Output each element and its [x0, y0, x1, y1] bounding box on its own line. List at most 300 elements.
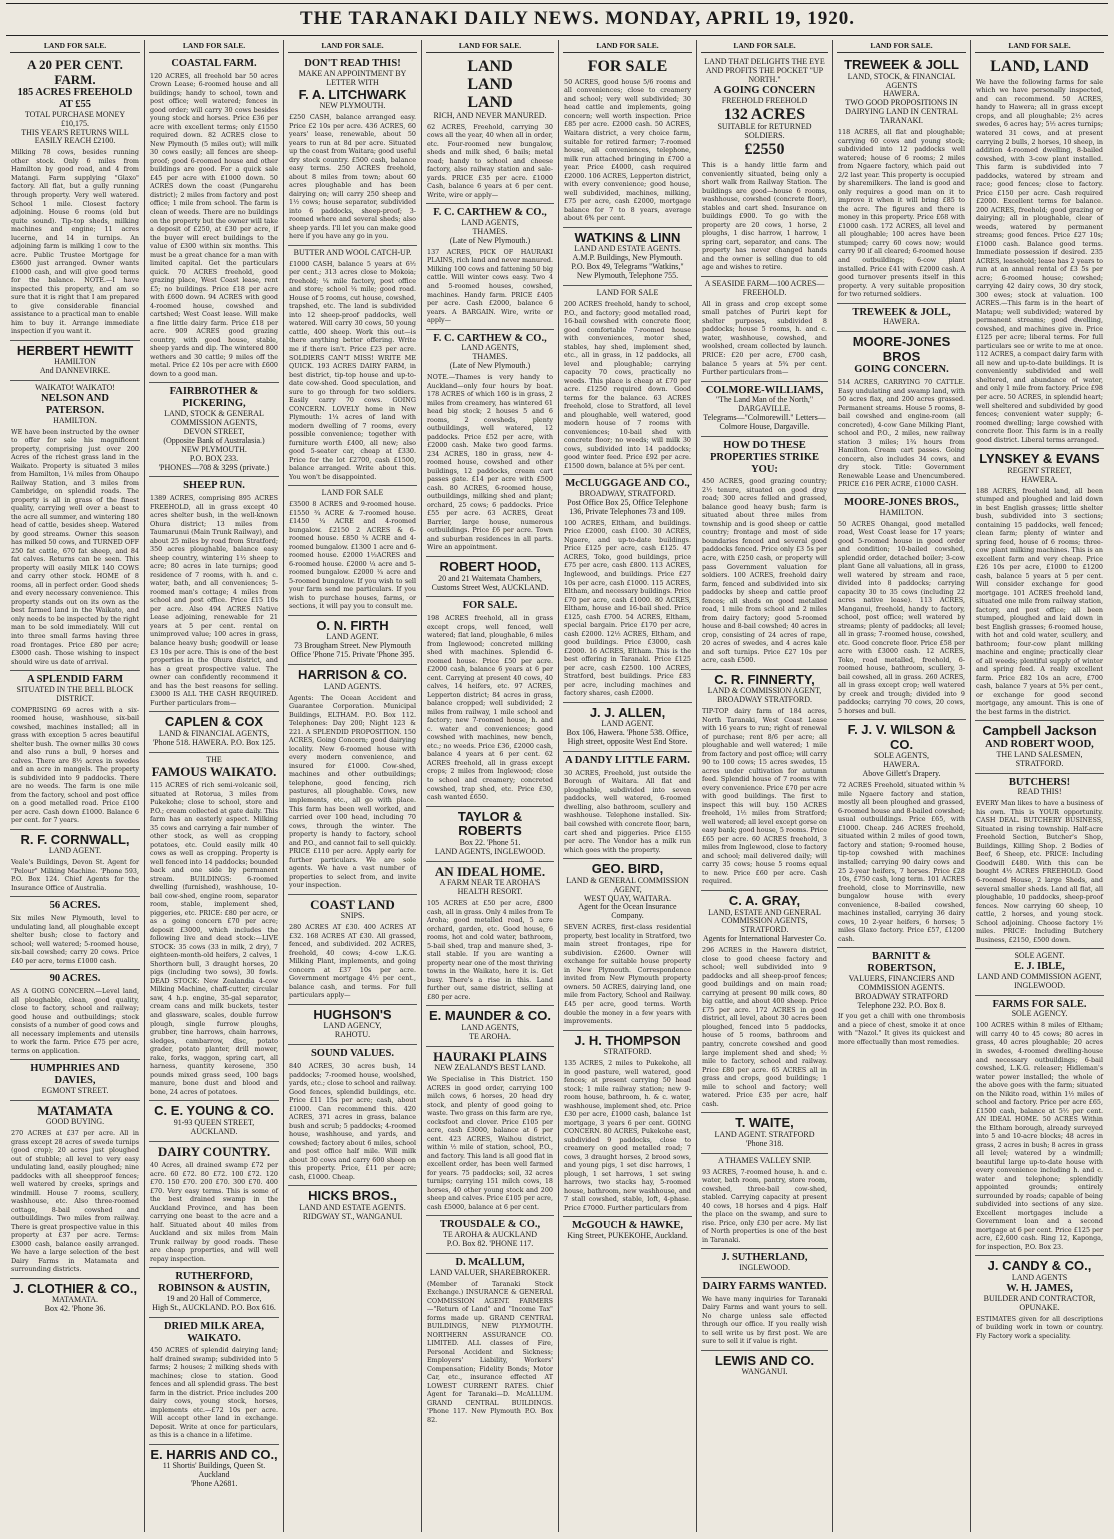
ad-headline: DRIED MILK AREA, WAIKATO.	[163, 1320, 265, 1344]
ad-headline: FAIRBROTHER & PICKERING,	[169, 386, 259, 410]
ad-subheading: HAWERA.	[1021, 474, 1058, 484]
advertisement	[563, 1031, 692, 1218]
ad-headline: BARNITT & ROBERTSON,	[867, 951, 936, 974]
ad-subheading: FREEHOLD FREEHOLD	[721, 95, 808, 105]
ad-body-text: 200 ACRES freehold, handy to school, P.O., and factory; good metalled road, 16-bail cowshed with concrete floor, good comfortable 7-roomed house with conveniences, motor shed, stables, hay shed, implement shed, etc., all in grass, in 12 paddocks, all level and ploughable; carrying capacity 70 cows, practically no weeds. This place is cheap at £70 per acre. £1250 required down. Good terms for the balance. 63 ACRES freehold, close to Stratford, all level and ploughable, well watered, good modern house of 7 rooms with conveniences; 10-bail shed with concrete floor; no weeds; will milk 30 cows, subdivided into 14 paddocks; good winter feed. Price £92 per acre. £1500 down, balance at 5¾ per cent.	[564, 299, 691, 470]
ad-body-text: 62 ACRES, Freehold, carrying 30 cows all the year, 40 when all in order, etc. Four-roomed new bungalow, sheds and milk shed, 6 bails; metal road; handy to school and cheese factory, also railway station and sale-yards. PRICE £35 per acre. £1000 Cash, balance 6 years at 6 per cent. Write, wire or apply—	[427, 122, 553, 199]
advertisement	[10, 671, 140, 830]
ad-subheading: INGLEWOOD.	[739, 1262, 790, 1272]
advertisement	[288, 1045, 417, 1186]
advertisement	[288, 246, 417, 486]
ad-headline: TROUSDALE & CO.,	[439, 1219, 541, 1231]
ad-body-text: SEVEN ACRES, first-class residential property, best locality in Stratford, two main street frontages, ripe for subdivision. £2600. Owner will exchange for suitable house property in New Plymouth. Correspondence invited from New Plymouth property owners. 50 ACRES, dairying land, one mile from Factory, School and Railway. £45 per acre, good terms. Worth double the money in a few years with improvements.	[564, 923, 691, 1026]
ad-headline: HOW DO THESE PROPERTIES STRIKE YOU:	[709, 440, 820, 475]
advertisement	[426, 1047, 554, 1217]
ad-subheading: LAND AGENTS	[1011, 1272, 1068, 1282]
advertisement	[10, 1060, 140, 1100]
ad-subheading: Box 106, Hawera. 'Phone 538. Office, High street, opposite West End Store.	[566, 728, 689, 747]
ad-headline: COASTAL FARM.	[171, 58, 257, 69]
ad-body-text: We have the following farms for sale which we have personally inspected, and can recommend. 50 ACRES, handy to Hawera; all in grass except crops, and all ploughable; 2½ acres swedes, 6 acres hay; 5½ acres turnips; watered 31 cows, and at present carrying 2 bulls, 2 horses, 10 sheep, in addition 4-roomed dwelling, 8-bailed cowshed, with 3-cow plant installed. This farm is subdivided into 7 paddocks, watered by stream and race; good fences; close to factory. Price £150 per acre. Cash required £2000. Excellent terms for balance. 200 ACRES, freehold; good grazing or dairying; all in ploughable, clear of weeds, watered by permanent streams; good fences. Price £27 10s; £1000 cash. Balance good terms. Immediate possession if desired. 235 ACRES, leasehold; lease has 2 years to run at an annual rental of £3 5s per acre; 6-roomed house; cowshed; carrying 42 dairy cows, 30 dry stock, 300 ewes; stock at valuation. 100 ACRES.—This farm is in the heart of Matapu; well subdivided; watered by permanent streams; good dwelling, cowshed, and machines give in. Price £125 per acre; liberal terms. For full particulars see or write to me at once. 112 ACRES, a compact dairy farm with all new and up-to-date buildings. It is conveniently subdivided and well sheltered, and abundance of water, and only 1 mile from factory. Price £98 per acre. 50 ACRES, in splendid heart; well sheltered and subdivided by good fences; convenient water supply; 6-roomed dwelling; large cowshed with concrete floor. This farm is in a really good district. Liberal terms arranged.	[976, 77, 1103, 444]
ad-subheading: SNIPS.	[340, 911, 365, 921]
ad-subheading: GOING CONCERN.	[854, 364, 949, 376]
ad-subheading: HAWERA.	[883, 317, 920, 327]
advertisement	[426, 1254, 554, 1428]
ad-subheading: MAKE AN APPOINTMENT BY LETTER WITH	[298, 68, 407, 87]
ad-headline: LYNSKEY & EVANS	[979, 451, 1100, 467]
ad-subheading: Box 42. 'Phone 36.	[44, 1304, 106, 1314]
ad-subheading: Agent for the Ocean Insurance Company.	[578, 902, 677, 921]
ad-headline: LAND FOR SALE	[321, 488, 384, 498]
advertisement	[701, 1278, 828, 1351]
ad-subheading: (Opposite Bank of Australasia.)	[163, 435, 265, 445]
ad-body-text: 296 ACRES in the Hawera district, close to good cheese factory and school; well subdivided into 9 paddocks and all sheep-proof fences; good buildings and on main road; carrying at present 90 milk cows, 80 big cattle, and about 400 sheep. Price £75 per acre. 172 ACRES in good district, all level, about 30 acres been ploughed, fenced into 5 paddocks, house of 5 rooms, bathroom and pantry, concrete cowshed and good large implement shed and shed; ½ mile to factory, school and railway. Price £80 per acre. 65 ACRES all in grass and crops, good buildings; 1 mile to school and factory; well watered. Price £35 per acre, half cash.	[702, 946, 827, 1108]
ad-body-text: 100 ACRES within 8 miles of Eltham; will carry 40 to 45 cows; 80 acres in grass, 40 acres ploughable; 20 acres in swedes, 4-roomed dwelling-house and necessary outbuildings; 6-bail cowshed, L.K.G. releaser; Hidleman's water power installed; the whole of the above goes with the farm; situated on the Nikito road, within 1½ miles of school and factory. Price per acre £65, £1500 cash, balance at 5½ per cent. AN IDEAL HOME. 50 ACRES Within the Eltham borough, already surveyed into 5 and 10-acre blocks; 48 acres in grass, 2 acres in bush; 8 acres in grass all level; watered by a windmill; beautiful large up-to-date house with every convenience including h. and c. water and telephone; splendidly appointed grounds; entirely surrounded by roads; capable of being subdivided into sections of any size. Excellent mortgages include a Government loan and a second mortgage at 6 per cent. Price £125 per acre, £2,600 cash. Ring 12, Kaponga, for inspection, P.O. Box 23.	[976, 1021, 1103, 1251]
advertisement	[426, 204, 554, 329]
ad-headline: T. WAITE,	[735, 1115, 794, 1131]
ad-body-text: AS A GOING CONCERN.—Level land, all ploughable, clean, good quality, close to factory, school and railway; good house and outbuildings; stock consists of a number of good cows and all necessary implements and utensils to work the farm. Price £75 per acre, terms on application.	[11, 987, 139, 1055]
ad-subheading: DARGAVILLE.	[738, 404, 791, 414]
ad-subheading: Post Office Box 25, Office Telephone 136, Private Telephones 73 and 109.	[567, 498, 688, 516]
ad-headline: TAYLOR & ROBERTS	[457, 808, 523, 839]
ad-headline: A SPLENDID FARM	[26, 674, 124, 686]
ad-body-text: 100 ACRES, Eltham, and buildings. Price £2000, cash £100. 30 ACRES, Ngaere, and up-to-date buildings. Price £125 per acre, cash £125. 47 ACRES, Toko, good buildings, price £75 per acre, cash £800. 113 ACRES, Inglewood, and buildings. Price £27 10s per acre, cash £1000. 115 ACRES, Eltham, and necessary buildings. Price £70 per acre, cash £1000. 80 ACRES, Eltham, house and 16-bail shed. Price £125, cash £700. 54 ACRES, Eltham, special bargain. Price £170 per acre, cash £2000. 12½ ACRES, Eltham, and good buildings. Price £3000, cash £2000. 16 ACRES, Eltham. This is the best offering in Taranaki. Price £125 per acre, cash £2500. 100 ACRES, Stratford, best buildings. Price £83 per acre, including machines and factory shares, cash £2000.	[564, 518, 691, 698]
ad-headline: SOUND VALUES.	[310, 1048, 395, 1060]
ad-subheading: HAWERA.	[883, 89, 920, 99]
ad-subheading: WEST QUAY, WAITARA.	[583, 893, 672, 903]
ad-headline: DON'T READ THIS!	[304, 58, 401, 69]
ad-headline: TREWEEK & JOLL	[844, 57, 959, 72]
advertisement	[701, 1249, 828, 1278]
ad-subheading: LAND AGENTS,	[461, 218, 519, 228]
advertisement	[701, 55, 828, 277]
advertisement	[149, 1445, 279, 1493]
ad-headline: HUGHSON'S	[313, 1006, 392, 1022]
ad-headline: Campbell Jackson	[982, 723, 1097, 739]
ad-subheading: F. A. LITCHWARK	[298, 86, 407, 102]
ad-headline: MOORE-JONES BROS.,	[844, 496, 959, 508]
advertisement	[563, 859, 692, 1031]
ad-subheading: SUITABLE for RETURNED SOLDIERS.	[717, 122, 812, 141]
advertisement	[10, 341, 140, 381]
column-heading: LAND FOR SALE.	[563, 41, 692, 53]
column-5	[558, 40, 696, 1532]
ad-body-text: 137 ACRES, PICK OF HAURAKI PLAINS, rich land and never manured. Milking 100 cows and fattening 50 big cattle. Will winter cows easy. Two 4 and 5-roomed houses, cowshed, machines. Handy farm. PRICE £405 per acre. Cash £2000, balance 6 years. A BARGAIN. Wire, write or apply—	[427, 247, 553, 325]
ad-body-text: 50 ACRES, good house 5/6 rooms and all conveniences; close to creamery and school; very well subdivided; 30 head cattle and implements, going concern; well worth inspection. Price £85 per acre. £2000 cash. 50 ACRES, Waitara district, a very choice farm, suitable for retired farmer; 7-roomed house, all conveniences, telephone, milk run attached bringing in £700 a year. Price £4000, cash required £2000. 106 ACRES, Lepperton district, with every convenience; good house, well subdivided, machines, milking, £75 per acre, cash £2000, mortgage balance for 7 to 8 years, average about 6% per cent.	[564, 77, 691, 223]
advertisement	[837, 494, 966, 721]
column-heading: LAND FOR SALE.	[10, 41, 140, 53]
ad-subheading: LAND AND ESTATE AGENTS.	[299, 1202, 406, 1212]
ad-subheading: LAND AGENTS,	[461, 343, 519, 353]
ad-subheading: P.O. BOX 233.	[189, 453, 239, 463]
ad-headline: SOLE AGENT.	[1014, 951, 1065, 961]
ad-subheading: A FARM NEAR TE AROHA'S HEALTH RESORT.	[439, 878, 541, 897]
advertisement	[149, 55, 279, 383]
advertisement	[837, 948, 966, 1050]
advertisement	[149, 383, 279, 477]
ad-subheading: SOLE AGENCY.	[1011, 1009, 1068, 1019]
ad-body-text: 93 ACRES, 7-roomed house, h. and c. water, bath room, pantry, store room, cowshed, three-bail cow-shed, stabled. Carrying capacity at present 40 cows, 18 horses and 4 pigs. Half the place on the swamp, and sure to rise. Price, only £30 per acre. My list of North properties is one of the best in Taranaki.	[702, 1167, 827, 1244]
ad-body-text: 30 ACRES, Freehold, just outside the Borough of Waitara. All flat and ploughable, subdivided into seven paddocks, well watered, 6-roomed dwelling, also bathroom, scullery and washhouse. Telephone installed. Six-bail cowshed with concrete floor, barn, cart shed and piggeries. Price £155 per acre. The Vendor has a milk run which goes with the property.	[564, 768, 691, 854]
ad-headline: J. J. ALLEN,	[589, 704, 666, 720]
advertisement	[426, 807, 554, 862]
ad-body-text: Six miles New Plymouth, level to undulating land, all ploughable except shelter bush; close to factory and school; well watered; 5-roomed house, six-bail cowshed; carry 20 cows. Price £40 per acre, terms £1000 cash.	[11, 914, 139, 965]
ad-headline: HICKS BROS.,	[308, 1188, 397, 1204]
ad-subheading: 73 Brougham Street. New Plymouth Office 'Phone 715. Private 'Phone 395.	[290, 641, 415, 660]
ad-headline: 90 ACRES.	[49, 973, 101, 985]
advertisement	[288, 1186, 417, 1225]
ad-body-text: NOTE.—Thames is very handy to Auckland—only four hours by boat. 178 ACRES of which 160 is in grass, 2 miles from creamery, has wintered 61 head big stock; 2 houses 5 and 6 rooms, 2 cowsheds, plenty outbuildings, well watered, 12 paddocks. Price £52 per acre, with £2000 cash. Make two good farms. 234 ACRES, 180 in grass, new 4-roomed house, cowshed and other buildings, 12 paddocks, cream cart passes gate. £14 per acre with £500 cash. 80 ACRES, 6-roomed house, outbuildings, milking shed and plant; orchard, 25 cows; 6 paddocks. Price £55 per acre. 63 ACRES, Great Barrier, large house, numerous outbuildings. Price £6 per acre. Town and suburban residences in all parts. Wire an appointment.	[427, 373, 553, 552]
ad-subheading: LAND, STOCK, & FINANCIAL AGENTS	[847, 71, 956, 90]
ad-body-text: 1389 ACRES, comprising 895 ACRES FREEHOLD, all in grass except 40 acres shelter bush, in the well-known Ohura district; 13 miles from Taumarunui (Main Trunk Railway), and about 25 miles by road from Stratford; 350 acres ploughable, balance easy sheep country, wintering 1½ sheep to acre; 80 acres in late turnips; good residence of 7 rooms, with h. and c. water, bath, and all conveniences; 5-roomed man's cottage; 4 miles from school and post office. Price £15 10s per acre. Also 494 ACRES Native Lease adjoining, renewable for 21 years at 5 per cent. rental on unimproved value; 100 acres in grass, balance heavy bush; goodwill or lease £3 10s per acre. This is one of the best properties in the Ohura district, and has a great prospective value. The owner can confidently recommend it and has the best reasons for selling. £3000 IS ALL THE CASH REQUIRED. Further particulars from—	[150, 494, 278, 707]
ad-subheading: SOLE AGENTS,	[873, 751, 930, 761]
ad-subheading: RAHOTU.	[334, 1030, 371, 1040]
ad-headline: COLMORE-WILLIAMS,	[705, 384, 824, 396]
ad-headline: C. R. FINNERTY,	[714, 671, 815, 687]
ad-body-text: 198 ACRES freehold, all in grass except crops, well fenced, well watered; flat land, ploughable, 6 miles from Inglewood; concreted milking shed with machines. Splendid 6-roomed house. Price £50 per acre. £2000 cash, balance 6 years at 6 per cent. Carrying at present 40 cows, 40 calves, 14 heifers, etc. 97 ACRES, Lepperton district; 84 acres in grass, balance cropped; well subdivided; 2 miles from railway, 1 mile school and factory; new 7-roomed house, h. and c. water and conveniences; good cowshed with machines, new bench, etc.; no weeds. Price £36, £2000 cash, balance 4 years at 6 per cent. 62 ACRES freehold, all in grass except crops; 2 miles from Inglewood; close to school and creamery; concreted cowshed, trap shed, etc. Price £30, cash wanted £650.	[427, 614, 553, 802]
advertisement	[149, 1101, 279, 1141]
ad-headline: WAIKATO! WAIKATO!	[35, 383, 115, 393]
ad-subheading: Agents for International Harvester Co.	[702, 934, 827, 944]
advertisement	[149, 1142, 279, 1269]
ad-subheading: P.O. Box 82. 'PHONE 117.	[446, 1239, 534, 1249]
ad-body-text: 115 ACRES of rich semi-volcanic soil, situated at Rotorua, 3 miles from Pukekohe; close to school, store and P.O.; cream collected at gate daily. This farm has an easterly aspect. Milking 35 cows and carrying a fair number of other stock, as well as cropping potatoes, etc. Could easily milk 40 cows as well as cropping. Property is well fenced into 14 paddocks; bounded back and one side by permanent stream. BUILDINGS: 6-roomed dwelling (furnished), washhouse, 10-bail cow-shed, engine room, separator room, stable, implement shed, piggeries, etc. PRICE: £80 per acre, or as a going concern £70 per acre; deposit £3000, which includes the following live and dead stock:—LIVE STOCK: 35 cows (33 in milk, 2 dry), 7 eighteen-month-old heifers, 2 calves, 1 Shorthorn bull, 3 draught horses, 20 pigs (including two sows), 30 fowls. DEAD STOCK: New Zealandia 4-cow Milking Machine, chaff-cutter, circular saw, 4 h.p. engine, 35-gal separator, cream cans and milk buckets, tester and glassware, scales, double furrow plough, single furrow ploughs, grubber, tine harrows, chain harrows, sledges, cambarrow, disc, potato grader, potato planter, drill mower, rake, forks, waggon, spring cart, all harness, quantity kerosene, 350 pounds mixed grass seed, 100 bags manure, bone dust and blood and bone, 24 acres of potatoes.	[150, 781, 278, 1096]
ad-headline: AN IDEAL HOME.	[434, 863, 546, 879]
ad-headline: RUTHERFORD, ROBINSON & AUSTIN,	[158, 1271, 270, 1295]
ad-headline: J. CANDY & CO.,	[987, 1258, 1092, 1274]
ad-subheading: BUILDER AND CONTRACTOR, OPUNAKE.	[983, 1293, 1096, 1312]
ad-headline: HERBERT HEWITT	[16, 342, 134, 358]
advertisement	[426, 557, 554, 597]
ad-headline: FARMS FOR SALE.	[992, 998, 1087, 1010]
ad-subheading: (Late of New Plymouth.)	[449, 235, 531, 245]
advertisement	[563, 1217, 692, 1245]
ad-headline: MATAMATA	[37, 1102, 113, 1118]
advertisement	[701, 277, 828, 382]
ad-body-text: EVERY Man likes to have a business of his own. This is YOUR opportunity. CASH DEAL. BUTCHERY BUSINESS, Situated in rising township. Half-acre Freehold Section, Butcher's Shop, Buildings, Killing Shop. 2 Bodies of Beef, 6 Sheep, etc. PRICE: Including Goodwill £480. With this can be bought 4½ ACRES FREEHOLD. Good 6-roomed House, 2 large Sheds, and several smaller sheds. Land all flat, all ploughable, 10 paddocks, sheep-proof fences. Now carrying 60 sheep, 10 cattle, 2 horses, and young stock. School adjoining. Choose factory 1½ miles. PRICE: Including Butchery Business, £2150, £500 down.	[976, 799, 1103, 944]
ad-subheading: THAMES.	[472, 352, 508, 362]
ad-headline: WATKINS & LINN	[574, 229, 681, 245]
ad-subheading: LAND AGENTS.	[323, 681, 382, 691]
ad-subheading: 'Phone A2681.	[190, 1479, 238, 1489]
ad-headline: J. H. THOMPSON	[574, 1032, 681, 1048]
advertisement	[563, 286, 692, 475]
ad-subheading: BROADWAY STRATFORD	[855, 991, 948, 1001]
ad-body-text: We have many inquiries for Taranaki Dairy Farms and want yours to sell. No charge unless sale effected through our office. If you really wish to sell write us by first post. We are sure to sell it if value is right.	[702, 1294, 827, 1346]
ad-subheading: 91-93 QUEEN STREET, AUCKLAND.	[173, 1117, 255, 1136]
ad-subheading: BROADWAY, STRATFORD.	[579, 489, 676, 499]
ad-subheading: REGENT STREET,	[1007, 465, 1072, 475]
ad-headline: C. E. YOUNG & CO.	[154, 1103, 274, 1119]
ad-subheading: DEVON STREET,	[183, 426, 245, 436]
ad-body-text: 120 ACRES, all freehold bar 50 acres Crown Lease; 6-roomed house and all buildings; handy to school, town and post office; well watered; fences in good order; will carry 30 cows besides young stock and horses. Price £36 per acre with excellent terms; only £1550 required down. 82 ACRES close to New Plymouth (5 miles out); will milk 30 cows easily; all fences are sheep-proof; good 6-roomed house and other buildings are good. For a quick sale £45 per acre with £1000 down. 50 ACRES down the coast (Pungarehu district); 2 miles from factory and post office; 1 mile from school. The farm is clean of weeds. There are no buildings on the property but the owner will take a deposit of £250, at £30 per acre, if the buyer will erect buildings to the value of £300 within six months. This must be a great chance for a man with limited capital. Get the particulars quick. 70 ACRES freehold, good grazing place, West Coast lease, rent £5; no buildings. Price £18 per acre with £600 down. 94 ACRES with good 4-roomed house, cowshed and cartshed; West Coast lease. Will make a fine little dairy farm. Price £18 per acre. 909 ACRES good grazing country, with good house, stable, sheep yards and dip. The wintered 800 wethers and 30 cattle; 9 miles off the metal. Price £2 10s per acre with £600 down to a good man.	[150, 71, 278, 378]
ad-body-text: 118 ACRES, all flat and ploughable; carrying 60 cows and young stock; subdivided into 12 paddocks well watered; house of 6 rooms; 2 miles from Ngaere factory, which paid out 2/2 last year. This property is occupied by sharemilkers. The land is good and only requires a good man on it to improve it when it will bring £85 to the acre. The figures and there is money in this property. Price £68 with £1000 cash. 172 ACRES, all level and all ploughable; 100 acres have been stumped; carry 60 cows now; would carry 90 if all cleared; 6-roomed house and outbuildings; 6-cow plant installed. Price £41 with £2000 cash. A good turnover presents itself in this property. A very suitable proposition for two returned soldiers.	[838, 128, 965, 299]
ad-headline: BUTCHERS!	[1008, 776, 1071, 788]
ad-body-text: 280 ACRES AT £30. 400 ACRES AT £32. 168 ACRES AT £30. All grassed, fenced, and subdivided. 202 ACRES, freehold, 40 cows; 4-cow L.K.G. Milking Plant, implements, and going concern at £37 10s per acre. Government mortgage 4½ per cent., balance cash, and terms. For full particulars apply—	[289, 923, 416, 1000]
ad-headline: THE	[206, 754, 222, 764]
column-8	[970, 40, 1108, 1532]
column-4	[421, 40, 558, 1532]
advertisement	[10, 381, 140, 671]
ad-subheading: RIDGWAY ST., WANGANUI.	[302, 1211, 403, 1221]
advertisement	[426, 1006, 554, 1046]
ad-body-text: Veale's Buildings, Devon St. Agent for "Pelour" Milking Machine. 'Phone 593, P.O. Box 124. Chief Agents for the Insurance Office of Australia.	[11, 858, 139, 892]
column-heading: LAND FOR SALE.	[975, 41, 1104, 53]
ad-subheading: LAND	[467, 75, 513, 93]
advertisement	[10, 897, 140, 970]
ad-subheading: READ THIS!	[1017, 787, 1062, 797]
ad-headline: A SEASIDE FARM—100 ACRES—FREEHOLD.	[704, 278, 825, 297]
advertisement	[288, 486, 417, 616]
ad-headline: DAIRY FARMS WANTED.	[702, 1280, 827, 1292]
ad-body-text: 450 ACRES, good grazing country; 2½ tenure, situated on good dray road; 300 acres felled and grassed, balance good heavy bush; farm is situated about three miles from township and is good sheep or cattle country; frontage and most of side boundaries fenced and several good paddocks fenced. Price only £3 5s per acre, with £250 cash, or property will pass Government valuation for soldiers. 100 ACRES, freehold dairy farm, fenced and subdivided into six paddocks by sheep and cattle proof fences; all sheds on good metalled road, 1 mile from school and 2 miles from dairy factory; good 5-roomed house and 8-bail cowshed; 40 acres in crop, consisting of 24 acres of rape, 20 acres of swedes, and 4 acres kale and soft turnips. Price £27 10s per acre, cash £500.	[702, 477, 827, 665]
ad-body-text: 40 Acres, all drained swamp £72 per acre. 60 £72. 80 £72. 100 £72. 120 £70. 150 £70. 200 £70. 300 £70. 400 £70. Very easy terms. This is some of the best drained swamp in the Auckland Province, and has been carrying one beast to the acre and a half. Situated about 40 miles from Auckland and six miles from Main Trunk railway by good roads. These are cheap properties, and will well repay inspection.	[150, 1161, 278, 1263]
advertisement	[10, 55, 140, 341]
ad-subheading: (Late of New Plymouth.)	[449, 361, 531, 371]
ad-subheading: W. H. JAMES,	[1006, 1282, 1073, 1294]
ad-headline: HUMPHRIES AND DAVIES,	[30, 1063, 120, 1086]
advertisement	[563, 752, 692, 859]
column-3	[283, 40, 421, 1532]
ad-subheading: LAND, STOCK & GENERAL COMMISSION AGENTS,	[164, 408, 264, 427]
ad-subheading: LAND AGENTS,	[461, 1022, 519, 1032]
column-heading: LAND FOR SALE.	[426, 41, 554, 53]
advertisement	[426, 55, 554, 204]
ad-headline: TREWEEK & JOLL,	[852, 306, 951, 318]
ad-subheading: HAMILTON.	[879, 507, 924, 517]
advertisement	[563, 228, 692, 286]
ad-body-text: This is a handy little farm and conveniently situated, being only a short walk from Railway Station. The buildings are good—house 6 rooms, washhouse, cowshed (concrete floor), stables and cart shed. Insurance on buildings £900. To go with the property are 20 cows, 1 horse, 2 ploughs, 1 disc harrow, 1 harrow, 1 spring cart, separator, and cans. The property has never changed hands and the owner is selling due to old age and wishes to retire.	[702, 161, 827, 272]
ad-body-text: WE have been instructed by the owner to offer for sale his magnificent property, comprising just over 200 Acres of the richest grass land in the Waikato. Property is situated 3 miles from Hamilton, 1¼ miles from Ohaupo Railway Station, and 3 miles from Cambridge, on splendid roads. The property is all in grass of the finest quality, carrying well over a beast to the acre all summer, and wintering 180 head of cattle, besides sheep. Watered by good streams. Owner this season has milked 50 cows, and TURNED OFF 250 fat cattle, 670 fat sheep, and 84 fat calves. Returns can be seen. This property will easily MILK 140 COWS and carry other stock. HOME of 8 rooms, all in perfect order. Good sheds and every necessary convenience. This property stands out on its own as the best farmed land in the Waikato, and only needs to be inspected by the right man to be sold immediately. Will cut into three small farms having three road frontages. Price £80 per acre; £3000 cash. Those wishing to inspect should wire us date of arrival.	[11, 427, 139, 666]
advertisement	[701, 1351, 828, 1382]
ad-subheading: LAND VALUER, SHAREBROKER.	[429, 1267, 551, 1277]
advertisement	[288, 1005, 417, 1045]
ad-subheading: THAMES.	[472, 227, 508, 237]
advertisement	[701, 1113, 828, 1153]
ad-body-text: £250 CASH, balance arranged easy. Price £2 10s per acre. 436 ACRES, 60 years' lease, renewable, about 50 years to run at 8d per acre. Situated up the coast from Waitara; good useful dry stock country. £500 cash, balance easy terms. 250 ACRES freehold, about 8 miles from town; about 60 acres ploughable and has been dairying on; will carry 250 sheep and 1½ cows; house separator, subdivided into 6 paddocks, sheep-proof; 3-roomed where and several sheds; also sheep yards. I'll let you can make good here if you have any go in you.	[289, 113, 416, 241]
ad-body-text: We Specialise in This District. 150 ACRES in good order, carrying 100 milch cows, 6 horses, 20 head dry stock, and plenty of good going to waste. Two grass on this farm are rye, cocksfoot and clover. Price £105 per acre, cash £3000, balance at 6 per cent. 423 ACRES, Waihou district, within ½ mile of station, school, P.O., and factory. This land is all good flat in excellent order, has been well farmed for years. 75 paddocks; soil, 32 acres turnips; carrying 151 milch cows, 18 horses, 40 other young stock and 200 sheep and calves. Price £105 per acre, cash £5000, balance at 6 per cent.	[427, 1075, 553, 1211]
column-heading: LAND FOR SALE.	[288, 41, 417, 53]
advertisement	[10, 1101, 140, 1279]
ad-subheading: Telegrams—"Colmorewill." Letters—Colmore House, Dargaville.	[703, 413, 826, 432]
ad-body-text: TIP-TOP dairy farm of 184 acres, North Taranaki, West Coast Lease with 16 years to run; right of renewal of purchase; rent 8/6 per acre; all ploughable and well watered; 1 mile from factory and post office; will carry 90 to 100 cows; 15 acres swedes, 15 acres under cultivation for autumn feed. Splendid house of 7 rooms with every convenience. Price £70 per acre with good buildings. The first to inspect this will buy. 150 ACRES freehold, 1½ miles from Stratford; well watered; all level except gorse on easy bank; good house, 5 rooms. Price £65 per acre. 60 ACRES freehold, 3 miles from Inglewood, close to factory and school; mail delivered daily; will carry 35 cows; house 5 rooms equal to new. Price £60 per acre. Cash required.	[702, 707, 827, 886]
ad-headline: O. N. FIRTH	[316, 617, 389, 633]
ad-headline: LAND, LAND	[990, 58, 1089, 75]
ad-body-text: ESTIMATES given for all descriptions of building work in town or country. Fly Factory work a speciality.	[976, 1314, 1103, 1340]
ad-headline: 56 ACRES.	[49, 900, 101, 912]
advertisement	[975, 1256, 1104, 1344]
ad-headline: DAIRY COUNTRY.	[157, 1143, 271, 1159]
column-7	[832, 40, 970, 1532]
classified-columns	[6, 40, 1108, 1532]
ad-subheading: TWO GOOD PROPOSITIONS IN DAIRYING LAND IN CENTRAL TARANAKI.	[845, 98, 958, 126]
advertisement	[701, 1154, 828, 1250]
ad-body-text: 514 ACRES, CARRYING 70 CATTLE. Easy undulating and swamp land, with 50 acres flax, and 200 acres grassed. Permanent streams. House 5 rooms, 8-bail cowshed and engine-room (all concreted), 4-cow Gane Milking Plant, school and P.O., 2 miles, new railway station 3 miles; 1¾ hours from Hamilton. Cream cart passes. Going concern, also includes 34 cows, and dry stock. Title: Government Renewable Lease and Unencumbered. PRICE £16 PER ACRE, £1000 CASH.	[838, 378, 965, 489]
ad-body-text: 135 ACRES, 2 miles to Pukekohe, all in good pasture, well watered, good fences; at present carrying 50 head stock; 1 mile railway station; new 9-room house, bathroom, h. & c. water, washhouse, implement shed, etc. Price £30 per acre, £1000 cash, balance 1st mortgage, 3 years 6 per cent. GOING CONCERN. 80 ACRES, Pukekohe east, subdivided 9 paddocks, close to creamery on good metalled road; 7 cows, 3 draught horses, 2 brood sows, and young pigs, 1 set disc harrows, 1 plough, 1 set harrows, 1 set swing harrows, two stacks hay, 5-roomed house, bathroom, new washhouse, and 7 stall cowshed, stable, loft, 4-phase. Price £7000. Further particulars from	[564, 1059, 691, 1212]
ad-subheading: LAND AGENT.	[48, 846, 102, 856]
ad-subheading: THIS YEAR'S RETURNS WILL EASILY REACH £2100.	[21, 127, 129, 146]
ad-headline: CAPLEN & COX	[164, 714, 264, 730]
ad-headline: McCLUGGAGE AND CO.,	[565, 478, 690, 490]
column-1	[6, 40, 144, 1532]
ad-subheading: TE AROHA & AUCKLAND	[442, 1230, 537, 1240]
ad-subheading: HAMILTON	[54, 357, 96, 367]
ad-subheading: LAND, ESTATE AND GENERAL COMMISSION AGENTS,	[708, 907, 821, 926]
ad-headline: GEO. BIRD,	[591, 861, 664, 877]
advertisement	[426, 1216, 554, 1254]
ad-subheading: THE LAND SALESMEN,	[996, 749, 1083, 759]
ad-subheading: LAND AGENT.	[601, 719, 654, 729]
advertisement	[149, 477, 279, 712]
ad-subheading: VALUERS, FINANCIERS AND COMMISSION AGENTS.	[848, 973, 955, 992]
advertisement	[837, 55, 966, 304]
ad-subheading: 19 and 20 Hall of Commerce,	[166, 1293, 262, 1303]
advertisement	[288, 55, 417, 246]
ad-body-text: 270 ACRES at £37 per acre. All in grass except 28 acres of swede turnips (good crop); 20 acres just ploughed out of stubble; all level to very easy undulating land, easily ploughed; nine paddocks with all sheepproof fences; well watered by creeks, springs and windmill. House 7 rooms, scullery, washhouse, etc. Also three-roomed cottage, 8-bail cowshed and outbuildings. Two miles from railway. There is great prospective value in this property at £37 per acre. Terms: £3000 cash, balance easily arranged. We have a large selection of the best Dairy Farms in Matamata and surrounding districts.	[11, 1129, 139, 1274]
ad-subheading: Above Gillett's Drapery.	[862, 769, 941, 779]
ad-headline: A 20 PER CENT. FARM.	[27, 57, 123, 87]
advertisement	[975, 449, 1104, 721]
advertisement	[837, 720, 966, 948]
advertisement	[149, 712, 279, 752]
ad-headline: J. SUTHERLAND,	[721, 1252, 808, 1264]
advertisement	[10, 970, 140, 1060]
ad-headline: D. McALLUM,	[455, 1257, 525, 1269]
advertisement	[426, 862, 554, 1007]
ad-body-text: 188 ACRES, freehold land, all been stumped and ploughed and laid down in best English grasses; little shelter bush, subdivided into 3 sections; containing 15 paddocks, well fenced; clean farm; plenty of winter and spring feed, house of 6 rooms; three-cow plant milking machines. This is an excellent farm and very cheap. Price £26 10s per acre, £1000 to £1200 cash, balance 5 years at 5 per cent. Will consider exchange for good mortgage. 101 ACRES freehold land, situated one mile from railway station, factory, and post office; all been stumped, ploughed and laid down in best English grasses; 6-roomed house, with hot and cold water, scullery, and bathroom; four-cow plant milking machine and engine; practically clear of all weeds; plentiful supply of winter and spring feed. A really excellent farm. Price £82 10s an acre, £700 cash, balance 7 years at 5¾ per cent., or exchange for good second mortgage, any amount. This is one of the best farms in the district.	[976, 486, 1103, 716]
ad-headline: LEWIS AND CO.	[714, 1352, 815, 1368]
advertisement	[975, 55, 1104, 449]
advertisement	[701, 891, 828, 1113]
ad-subheading: WANGANUI.	[741, 1367, 788, 1377]
ad-body-text: COMPRISING 69 acres with a six-roomed house, washhouse, six-bail cowshed, machines installed; all in grass with exception 5 acres beautiful shelter bush. The owner milks 30 cows and also runs a bull, 9 horses and calves. There are 8½ acres in swedes and an acre in mangels. The property is subdivided into 9 paddocks. There are no weeds. The farm is one mile from the factory, school and post office on a good metalled road. Price £100 per acre. Cash down £1000. Balance 6 per cent. for 7 years.	[11, 705, 139, 825]
advertisement	[701, 382, 828, 438]
ad-subheading: LAND AGENCY,	[323, 1021, 382, 1031]
advertisement	[975, 996, 1104, 1257]
advertisement	[288, 665, 417, 894]
advertisement	[288, 895, 417, 1005]
ad-subheading: NEW PLYMOUTH.	[181, 444, 247, 454]
column-2	[144, 40, 283, 1532]
ad-subheading: STRATFORD.	[1015, 758, 1064, 768]
ad-subheading: TOTAL PURCHASE MONEY £10,175.	[24, 109, 126, 128]
ad-subheading: £2550	[744, 141, 785, 159]
ad-body-text: 72 ACRES Freehold, situated within ¾ mile Ngaere factory and station, mostly all been ploughed and grassed, 6-roomed house and 8-bailed cowshed; usual outbuildings. Price £65, with £1000. Cheap. 246 ACRES freehold, situated within 2 miles of good town, factory and station; 9-roomed house, tip-top cowshed with machines installed; carrying 90 dairy cows and 25 2-year heifers, 7 horses. Price £28 10s, £750 cash, long term. 101 ACRES freehold, close to Morrinsville, new bungalow house with every convenience, 8-bailed cowshed, machines installed, carrying 36 dairy cows, 10 2-year heifers, 6 horses; 5 miles Glaxo factory. Price £57, £1200 cash.	[838, 781, 965, 943]
ad-body-text: Milking 78 cows, besides running other stock. Only 6 miles from Hamilton by good road, and 4 from Matangi. Farm supplying "Glaxo" factory. All flat, but a gully running through property. Very well watered. School 1 mile. Closest factory adjoining. House 6 rooms (old but quite sound). Tip-top sheds, milking machines and engine; 11 acres lucerne, and 14 in turnips. An adjoining farm is milking 1 cow to the acre. Public Trustee Mortgage for £3600 just arranged. Owner wants £1000 cash, and will give good terms for the balance. NOTE.—I have inspected this property, and am so sure that it is right that I am prepared to give considerable financial assistance to a practical man to enable him to buy it. Arrange immediate inspection if you want it.	[11, 148, 139, 336]
ad-headline: BUTTER AND WOOL CATCH-UP.	[293, 247, 412, 257]
ad-subheading: LAND AND COMMISSION AGENT,	[977, 971, 1102, 981]
ad-headline: SHEEP RUN.	[183, 480, 245, 492]
advertisement	[975, 774, 1104, 949]
ad-subheading: LAND & GENERAL COMMISSION AGENT,	[566, 875, 689, 894]
ad-headline: LAND THAT DELIGHTS THE EYE AND PROFITS THE POCKET "UP NORTH."	[704, 57, 825, 84]
ad-headline: F. C. CARTHEW & CO.,	[433, 207, 547, 219]
ad-headline: F. C. CARTHEW & CO.,	[433, 332, 547, 344]
ad-headline: E. MAUNDER & CO.	[428, 1008, 552, 1024]
advertisement	[149, 753, 279, 1102]
ad-subheading: FAMOUS WAIKATO.	[151, 763, 277, 779]
advertisement	[563, 55, 692, 228]
advertisement	[837, 304, 966, 333]
ad-body-text: Agents: The Ocean Accident and Guarantee Corporation. Municipal Buildings, ELTHAM. P.O. Box 112. Telephones: Day 200; Night 123 & 221. A SPLENDID PROPOSITION. 150 ACRES, Going Concern; good dairying locality. New 6-roomed house with every modern convenience, and insured for £1000. Cow-shed, machines and other outbuildings; telephone, good fencing, rich pastures, all ploughable. Cows, new implements, etc., all go with place. This farm has been well worked, and carried over 100 head, including 70 cows, through the winter. The property is handy to factory, school and P.O., and cannot fail to sell quickly. PRICE £110 per acre. Apply early for further particulars. We are sole agents. We have a vast number of properties to select from, and invite your inspection.	[289, 693, 416, 890]
ad-subheading: High St., AUCKLAND. P.O. Box 616.	[152, 1302, 276, 1312]
ad-subheading: 11 Shortis' Buildings, Queen St. Auckland	[162, 1461, 266, 1480]
ad-headline: A DANDY LITTLE FARM.	[565, 755, 690, 767]
ad-subheading: 'Phone 518. HAWERA. P.O. Box 125.	[152, 737, 276, 747]
ad-subheading: 'PHONES—708 & 329S (private.)	[158, 462, 270, 472]
ad-headline: MOORE-JONES BROS	[852, 334, 951, 364]
advertisement	[975, 949, 1104, 996]
ad-headline: J. CLOTHIER & CO.,	[12, 1280, 138, 1296]
ad-body-text: £3500 8 ACRES and 9-roomed house. £1550 ¾ ACRE & 7-roomed house. £1450 ¼ ACRE and 4-roomed bungalow. £2150 2 ACRES & 6-roomed house. £850 ¼ ACRE and 4-roomed bungalow. £1300 1 acre and 6-roomed house. £2000 1½ACRES and 6-roomed house. £2000 ¼ acre and 5-roomed bungalow. £2000 ¼ acre and 5-roomed bungalow. If you wish to sell your farm send me particulars. If you wish to purchase houses, farms, or sections, it will pay you to consult me.	[289, 500, 416, 611]
ad-subheading: TE AROHA.	[469, 1031, 511, 1041]
ad-subheading: And DANNEVIRKE.	[39, 366, 111, 376]
ad-body-text: 50 ACRES Ohangai, good metalled road, West Coast lease for 17 years; good 5-roomed house in good order and condition; 10-bailed cowshed, splendid order, detached boiler; 3-cow plant Gane all valuations, all in grass, well watered by stream and race, divided into 8 paddocks; carrying capacity 30 to 35 cows (including 22 acres native lease). 113 ACRES, Manganui, freehold, handy to factory, school, post office; well watered by streams; plenty of paddocks; all level; all in grass; 7-roomed house, cowshed, etc. Good concrete floor. Price £58 per acre with £3000 cash. 12 ACRES, Toko, road metalled, freehold, 6-roomed house, bathroom, scullery, 3-bail cowshed, all in grass. 260 ACRES, all in grass except crop; well watered by creek and trough; divided into 9 paddocks; carrying 70 cows, 20 cows, 5 horses and bull.	[838, 519, 965, 715]
ad-body-text: 840 ACRES, 30 acres bush, 14 paddocks; 7-roomed house, woolshed, yards, etc.; close to school and railway. Good fences, splendid buildings, etc. Price £11 15s per acre; cash, about £1000. Can recommend this. 420 ACRES, 371 acres in grass, balance bush and scrub; 5 paddocks; 4-roomed house, washhouse, and yards, and cowshed; factory about 6 miles, school and post office half mile. Will milk about 30 cows and carry 600 sheep on this property. Price, £11 per acre; cash, £1000. Cheap.	[289, 1062, 416, 1181]
ad-headline: HARRISON & CO.	[297, 667, 408, 683]
advertisement	[563, 475, 692, 702]
advertisement	[426, 330, 554, 557]
ad-subheading: LAND & FINANCIAL AGENTS,	[158, 728, 270, 738]
ad-subheading: LAND AND ESTATE AGENTS.	[574, 244, 681, 254]
masthead	[0, 0, 1114, 40]
newspaper-title: THE TARANAKI DAILY NEWS. MONDAY, APRIL 19, 1920.	[300, 8, 855, 29]
ad-headline: LAND	[467, 58, 513, 75]
advertisement	[563, 703, 692, 752]
ad-subheading: AND ROBERT WOOD,	[985, 739, 1094, 750]
advertisement	[149, 1268, 279, 1317]
ad-headline: LAND FOR SALE	[596, 288, 659, 298]
ad-subheading: Box 22. 'Phone 51.	[459, 837, 521, 847]
ad-body-text: All in grass and crop except some small patches of Puriri kept for shelter purposes, subdivided 8 paddocks; house 5 rooms, h. and c. water, washhouse, cowshed, and woolshed, cream collected by launch. PRICE: £20 per acre, £700 cash, balance 5 years at 5¾ per cent. Further particulars from—	[702, 299, 827, 377]
ad-subheading: STRATFORD.	[603, 1047, 652, 1057]
ad-subheading: A.M.P. Buildings, New Plymouth.	[572, 253, 683, 263]
column-heading: LAND FOR SALE.	[149, 41, 279, 53]
ad-subheading: MATAMATA.	[51, 1295, 99, 1305]
ad-headline: A THAMES VALLEY SNIP.	[717, 1155, 812, 1165]
ad-headline: F. J. V. WILSON & CO.	[847, 722, 956, 752]
ad-headline: C. A. GRAY,	[728, 892, 801, 908]
advertisement	[149, 1318, 279, 1445]
ad-subheading: E. J. IBLE,	[1014, 961, 1065, 973]
ad-subheading: LAND AGENTS, INGLEWOOD.	[434, 846, 546, 856]
ad-body-text: (Member of Taranaki Stock Exchange.) INSURANCE & GENERAL COMMISSION AGENT. FARMERS—"Return of Land" and "Income Tax" forms made up. GRAND CENTRAL BUILDINGS, NEW PLYMOUTH. NORTHERN ASSURANCE CO. LIMITED. ALL classes of Fire, Personal Accident and Sickness; Employers' Liability, Workers' Compensation; Fidelity Bonds; Motor Car, etc., insurance effected AT LOWEST CURRENT RATES. Chief Agent for Taranaki—D. McALLUM. GRAND CENTRAL BUILDINGS. 'Phone 117. New Plymouth P.O. Box 82.	[427, 1279, 553, 1424]
ad-subheading: SITUATED IN THE BELL BLOCK DISTRICT.	[16, 684, 134, 703]
ad-subheading: HAWERA.	[883, 760, 920, 770]
advertisement	[10, 1279, 140, 1318]
ad-subheading: NEW ZEALAND'S BEST LAND.	[434, 1063, 546, 1073]
advertisement	[10, 830, 140, 898]
ad-subheading: 'Phone 318.	[745, 1138, 784, 1148]
ad-subheading: "The Land Man of the North,"	[715, 395, 814, 405]
ad-headline: R. F. CORNWALL,	[20, 831, 130, 847]
column-heading: LAND FOR SALE.	[701, 41, 828, 53]
ad-subheading: P.O. Box 49, Telegrams "Watkins," New Plymouth, Telephone 755.	[571, 262, 684, 281]
ad-subheading: EGMONT STREET.	[41, 1085, 109, 1095]
column-heading: LAND FOR SALE.	[837, 41, 966, 53]
ad-headline: COAST LAND	[310, 896, 395, 912]
ad-subheading: NEW PLYMOUTH.	[319, 101, 386, 111]
ad-subheading: A GOING CONCERN	[713, 84, 816, 96]
ad-subheading: NELSON AND PATERSON.	[41, 393, 109, 416]
ad-subheading: 20 and 21 Waitemata Chambers, Customs Street West, AUCKLAND.	[431, 573, 549, 592]
ad-body-text: 105 ACRES at £50 per acre, £800 cash, all in grass. Only 4 miles from Te Aroha; good metalled road, 5 acre orchard, garden, etc. Good house, 6 rooms, hot and cold water, bathroom, 5-bail shed, trap and manure shed, 3-stall stable. If you are wanting a property near one of the most thriving towns in the Waikato, here it is. Get busy. There's a rise in this. Land further out, same district, selling at £80 per acre.	[427, 899, 553, 1001]
ad-subheading: BROADWAY STRATFORD.	[717, 695, 812, 705]
ad-headline: FOR SALE	[587, 58, 668, 75]
ad-headline: E. HARRIS AND CO.,	[150, 1446, 278, 1462]
ad-body-text: If you get a chill with one thrombosis and a piece of chest, smoke it at once with "Nazol." It gives its quickest and more effectually than most remedies.	[838, 1012, 965, 1046]
ad-subheading: INGLEWOOD.	[1014, 980, 1065, 990]
advertisement	[426, 597, 554, 806]
